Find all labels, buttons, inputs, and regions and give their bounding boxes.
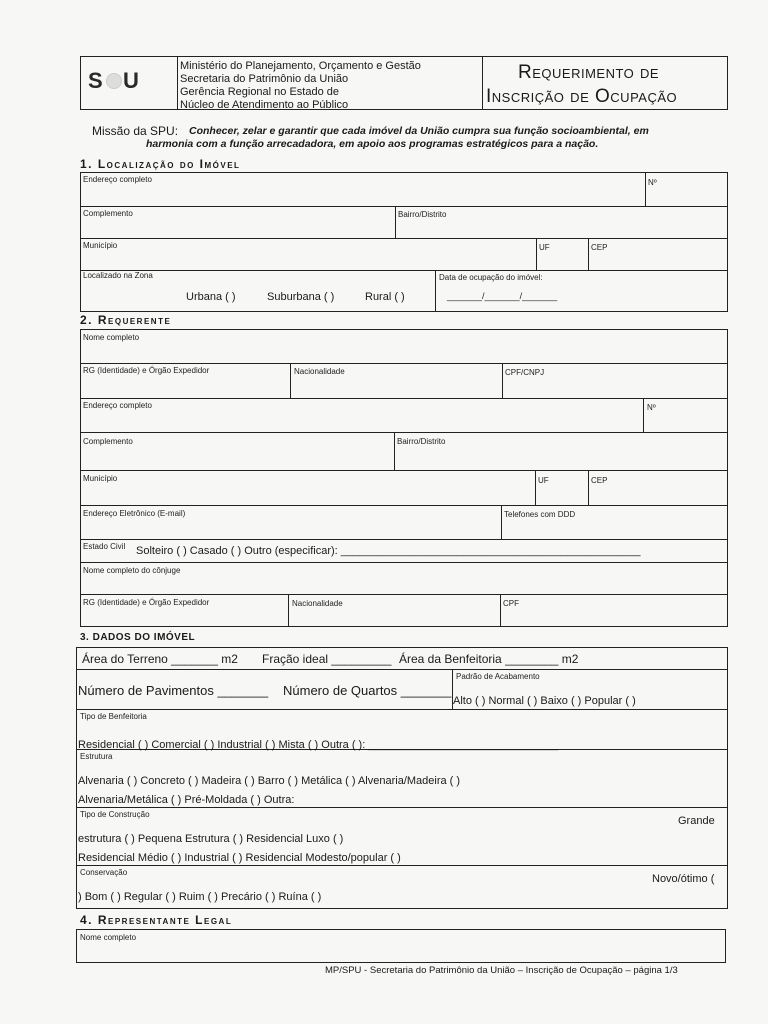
org-line-3: Gerência Regional no Estado de (180, 86, 339, 98)
s2-rg2-label: RG (Identidade) e Órgão Expedidor (83, 598, 210, 607)
s3-area-terreno[interactable]: Área do Terreno _______ m2 (82, 652, 238, 666)
s1-data-blank[interactable]: _______/_______/_______ (447, 291, 558, 301)
s2-email-label: Endereço Eletrônico (E-mail) (83, 509, 186, 518)
s3-fracao-ideal[interactable]: Fração ideal _________ (262, 652, 392, 666)
s1-endereco-label: Endereço completo (83, 175, 152, 184)
mission-label: Missão da SPU: (92, 124, 179, 138)
s1-uf-label: UF (539, 243, 550, 252)
org-line-1: Ministério do Planejamento, Orçamento e Gestão (180, 60, 421, 72)
s3-estrutura-options-2[interactable]: Alvenaria/Metálica ( ) Pré-Moldada ( ) Outra: (78, 794, 295, 806)
s2-cpf-label: CPF (503, 599, 519, 608)
s3-novo-option[interactable]: Novo/ótimo ( (652, 873, 715, 885)
section-4-title: 4. Representante Legal (80, 913, 233, 927)
spu-logo-emblem-icon (106, 73, 122, 89)
s1-data-ocupacao-label: Data de ocupação do imóvel: (439, 273, 543, 282)
s3-area-benfeitoria[interactable]: Área da Benfeitoria ________ m2 (399, 652, 579, 666)
s3-estrutura-options-1[interactable]: Alvenaria ( ) Concreto ( ) Madeira ( ) Barro ( ) Metálica ( ) Alvenaria/Madeira ( ) (78, 775, 461, 787)
s1-cep-label: CEP (591, 243, 608, 252)
s4-nome-label: Nome completo (80, 933, 137, 942)
s3-padrao-label: Padrão de Acabamento (456, 672, 540, 681)
s3-quartos[interactable]: Número de Quartos _______ (283, 683, 452, 698)
org-line-2: Secretaria do Patrimônio da União (180, 73, 349, 85)
s2-estado-civil-label: Estado Civil (83, 542, 126, 551)
s2-bairro-label: Bairro/Distrito (397, 437, 446, 446)
form-title-line-1: Requerimento de (518, 62, 660, 83)
s3-tipo-construcao-label: Tipo de Construção (80, 810, 150, 819)
spu-logo-u: U (123, 68, 139, 93)
page-footer: MP/SPU - Secretaria do Patrimônio da União – Inscrição de Ocupação – página 1/3 (325, 965, 678, 976)
s3-tipo-benfeitoria-options[interactable]: Residencial ( ) Comercial ( ) Industrial ( ) Mista ( ) Outra ( ): _______________________________ (78, 739, 558, 751)
s1-municipio-label: Município (83, 241, 118, 250)
s2-nacionalidade2-label: Nacionalidade (292, 599, 343, 608)
s1-rural-option[interactable]: Rural ( ) (365, 291, 405, 303)
s3-construcao-options-1[interactable]: estrutura ( ) Pequena Estrutura ( ) Residencial Luxo ( ) (78, 833, 344, 845)
s2-municipio-label: Município (83, 474, 118, 483)
s3-estrutura-label: Estrutura (80, 752, 113, 761)
s3-conservacao-options[interactable]: ) Bom ( ) Regular ( ) Ruim ( ) Precário ( ) Ruína ( ) (78, 891, 322, 903)
mission-text-2: harmonia com a função arrecadadora, em apoio aos programas estratégicos para a nação. (146, 138, 599, 150)
s3-construcao-options-2[interactable]: Residencial Médio ( ) Industrial ( ) Residencial Modesto/popular ( ) (78, 852, 401, 864)
s1-urbana-option[interactable]: Urbana ( ) (186, 291, 236, 303)
s1-complemento-label: Complemento (83, 209, 133, 218)
section-3-title: 3. DADOS DO IMÓVEL (80, 632, 196, 643)
s2-uf-label: UF (538, 476, 549, 485)
s3-padrao-options[interactable]: Alto ( ) Normal ( ) Baixo ( ) Popular ( ) (453, 695, 636, 707)
s1-zona-label: Localizado na Zona (83, 271, 153, 280)
section-4-box (76, 929, 726, 963)
s2-cep-label: CEP (591, 476, 608, 485)
section-2-title: 2. Requerente (80, 313, 172, 327)
mission-text-1: Conhecer, zelar e garantir que cada imóvel da União cumpra sua função socioambiental, em (189, 125, 649, 137)
s2-nome-label: Nome completo (83, 333, 140, 342)
s2-estado-civil-options[interactable]: Solteiro ( ) Casado ( ) Outro (especificar): _________________________________________________ (136, 545, 641, 557)
s3-grande-option[interactable]: Grande (678, 815, 715, 827)
org-line-4: Núcleo de Atendimento ao Público (180, 99, 349, 111)
s3-pavimentos[interactable]: Número de Pavimentos _______ (78, 683, 269, 698)
s2-complemento-label: Complemento (83, 437, 133, 446)
s1-numero-label: Nº (648, 178, 657, 187)
s2-endereco-label: Endereço completo (83, 401, 152, 410)
s2-telefones-label: Telefones com DDD (504, 510, 576, 519)
s1-suburbana-option[interactable]: Suburbana ( ) (267, 291, 335, 303)
s2-numero-label: Nº (647, 403, 656, 412)
s3-conservacao-label: Conservação (80, 868, 128, 877)
section-1-title: 1. Localização do Imóvel (80, 157, 241, 171)
s2-nacionalidade-label: Nacionalidade (294, 367, 345, 376)
s2-rg-label: RG (Identidade) e Órgão Expedidor (83, 366, 210, 375)
s2-conjuge-label: Nome completo do cônjuge (83, 566, 181, 575)
s2-cpf-cnpj-label: CPF/CNPJ (505, 368, 545, 377)
s3-tipo-benfeitoria-label: Tipo de Benfeitoria (80, 712, 147, 721)
s1-bairro-label: Bairro/Distrito (398, 210, 447, 219)
form-title-line-2: Inscrição de Ocupação (486, 86, 678, 107)
spu-logo-s: S (88, 68, 103, 93)
